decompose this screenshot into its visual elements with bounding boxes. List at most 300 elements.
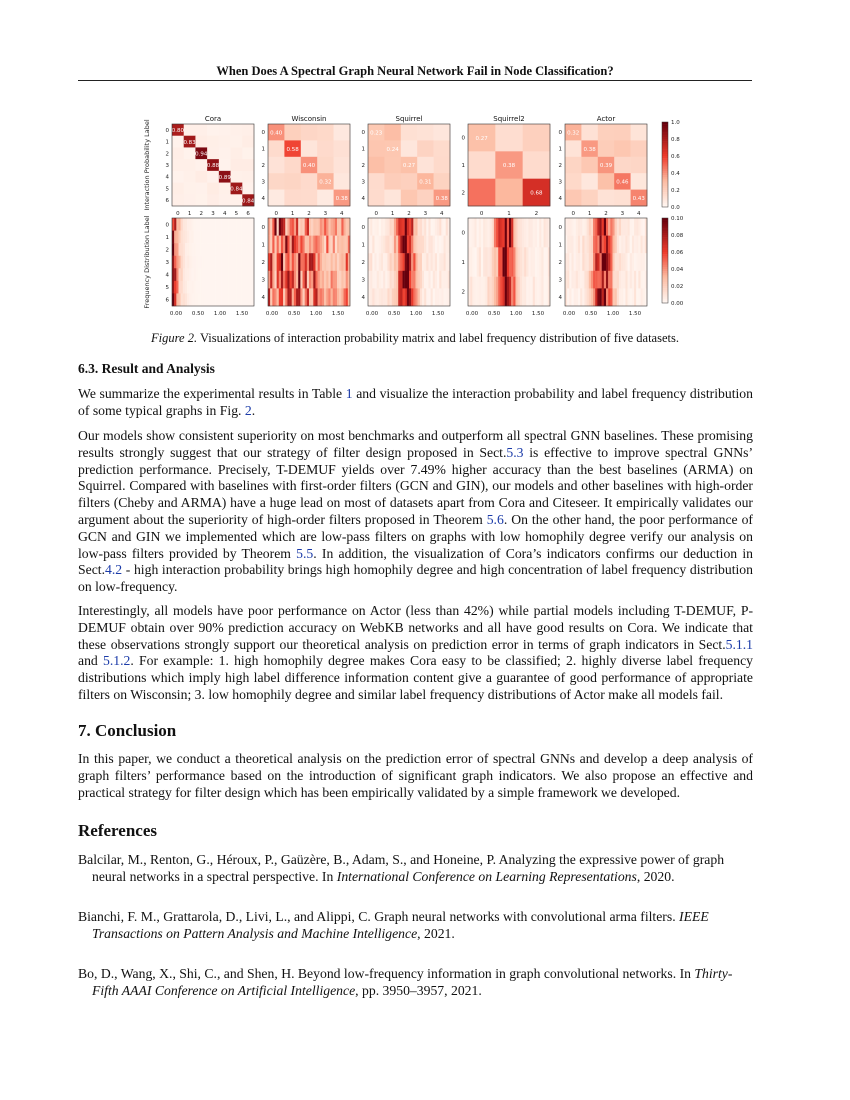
frequency-cell xyxy=(228,293,230,306)
frequency-cell xyxy=(444,253,446,271)
frequency-cell xyxy=(503,277,505,307)
frequency-cell xyxy=(326,288,328,306)
frequency-cell xyxy=(437,288,439,306)
frequency-cell xyxy=(571,253,573,271)
frequency-cell xyxy=(189,293,191,306)
frequency-cell xyxy=(337,218,339,236)
frequency-cell xyxy=(296,271,298,289)
heatmap-cell xyxy=(598,173,615,190)
frequency-cell xyxy=(539,247,541,277)
frequency-cell xyxy=(632,218,634,236)
y-tick-label: 4 xyxy=(165,174,169,181)
frequency-cell xyxy=(341,271,343,289)
y-tick-label: 5 xyxy=(165,186,169,193)
frequency-cell xyxy=(290,288,292,306)
frequency-cell xyxy=(413,271,415,289)
heatmap-cell xyxy=(631,157,648,174)
frequency-cell xyxy=(383,288,385,306)
frequency-cell xyxy=(281,236,283,254)
frequency-cell xyxy=(209,243,211,256)
frequency-cell xyxy=(604,236,606,254)
sect-5-1-2-link[interactable]: 5.1.2 xyxy=(102,653,131,669)
sect-5-1-1-link[interactable]: 5.1.1 xyxy=(725,636,753,652)
frequency-cell xyxy=(494,218,496,248)
frequency-cell xyxy=(619,288,621,306)
frequency-cell xyxy=(600,271,602,289)
frequency-cell xyxy=(426,236,428,254)
frequency-cell xyxy=(213,256,215,269)
colorbar-bottom-segment xyxy=(662,244,668,246)
frequency-cell xyxy=(270,218,272,236)
frequency-cell xyxy=(191,218,193,231)
freq-y-tick-label: 0 xyxy=(165,222,169,229)
colorbar-bottom-segment xyxy=(662,284,668,286)
frequency-cell xyxy=(219,218,221,231)
frequency-cell xyxy=(368,218,370,236)
frequency-cell xyxy=(636,218,638,236)
sect-5-3-link[interactable]: 5.3 xyxy=(506,444,524,460)
frequency-cell xyxy=(239,231,241,244)
frequency-cell xyxy=(396,271,398,289)
colorbar-top-segment xyxy=(662,196,668,198)
frequency-cell xyxy=(383,236,385,254)
frequency-cell xyxy=(372,288,374,306)
panel-title-squirrel2: Squirrel2 xyxy=(493,115,525,123)
frequency-cell xyxy=(390,288,392,306)
frequency-cell xyxy=(374,271,376,289)
frequency-cell xyxy=(331,218,333,236)
frequency-cell xyxy=(394,271,396,289)
frequency-cell xyxy=(524,218,526,248)
frequency-cell xyxy=(243,243,245,256)
frequency-cell xyxy=(174,293,176,306)
frequency-cell xyxy=(239,243,241,256)
frequency-cell xyxy=(217,256,219,269)
frequency-cell xyxy=(610,236,612,254)
frequency-cell xyxy=(509,247,511,277)
frequency-cell xyxy=(385,218,387,236)
frequency-cell xyxy=(496,277,498,307)
frequency-cell xyxy=(565,218,567,236)
heatmap-cell xyxy=(581,157,598,174)
frequency-cell xyxy=(368,271,370,289)
frequency-cell xyxy=(531,247,533,277)
heatmap-cell xyxy=(495,124,523,152)
frequency-cell xyxy=(379,236,381,254)
frequency-cell xyxy=(400,218,402,236)
frequency-cell xyxy=(176,256,178,269)
heatmap-cell xyxy=(384,190,401,207)
frequency-cell xyxy=(189,218,191,231)
frequency-cell xyxy=(298,253,300,271)
section-6-3-paragraph-2: Our models show consistent superiority on most benchmarks and outperform all spectral GNN baselines. These promising results strongly suggest that our strategy of filter design proposed in Sect.5.3 is effective to improve spectral GNNs’ prediction performance. Precisely, T-DEMUF yields over 7.49% higher accuracy than the best baselines (ARMA) on Squirrel. Compared with baselines with first-order filters (GCN and GIN), our models and other baselines with high-order filters (Cheby and ARMA) have a huge lead on most of datasets apart from Cora and Citeseer. It empirically validates our argument about the superiority of high-order filters proposed in Theorem 5.6. On the other hand, the poor performance of GCN and GIN we implemented which are low-pass filters on graphs with low homophily degree verify our analysis on low-pass filters provided by Theorem 5.5. In addition, the visualization of Cora’s indicators confirms our deduction in Sect.4.2 - high interaction probability brings high homophily degree and high concentration of label frequency distribution on low-frequency. xyxy=(78,428,754,595)
heatmap-cell xyxy=(195,136,207,148)
heatmap-cell xyxy=(334,173,351,190)
section-6-3-paragraph-3: Interestingly, all models have poor performance on Actor (less than 42%) while partial models including T-DEMUF, P-DEMUF obtain over 90% prediction accuracy on WebKB networks and all have good results on Cora. We indicate that these observations strongly support our theoretical analysis on prediction error in terms of graph indicators in Sect.5.1.1 and 5.1.2. For example: 1. high homophily degree makes Cora easy to be classified; 2. highly diverse label frequency distributions which imply high label difference information content give a guarantee of good performance of appropriate filters on Wisconsin; 3. low homophily degree and similar label frequency distributions of Actor make all models fail. xyxy=(78,603,754,702)
frequency-cell xyxy=(183,243,185,256)
heatmap-cell xyxy=(631,140,648,157)
heatmap-cell xyxy=(434,124,451,141)
frequency-cell xyxy=(433,288,435,306)
frequency-cell xyxy=(621,271,623,289)
frequency-cell xyxy=(385,271,387,289)
frequency-cell xyxy=(428,253,430,271)
colorbar-bottom-segment xyxy=(662,252,668,254)
frequency-cell xyxy=(281,288,283,306)
frequency-cell xyxy=(433,253,435,271)
frequency-cell xyxy=(335,253,337,271)
frequency-cell xyxy=(621,218,623,236)
frequency-cell xyxy=(407,271,409,289)
frequency-cell xyxy=(285,271,287,289)
frequency-cell xyxy=(307,288,309,306)
frequency-cell xyxy=(344,288,346,306)
frequency-cell xyxy=(339,218,341,236)
frequency-cell xyxy=(405,253,407,271)
frequency-cell xyxy=(172,293,174,306)
heatmap-cell xyxy=(523,124,551,152)
frequency-cell xyxy=(217,268,219,281)
colorbar-bottom-segment xyxy=(662,265,668,267)
frequency-cell xyxy=(595,288,597,306)
heatmap-cell xyxy=(284,157,301,174)
frequency-cell xyxy=(604,253,606,271)
frequency-cell xyxy=(615,271,617,289)
frequency-cell xyxy=(318,236,320,254)
diagonal-value-label: 0.94 xyxy=(195,151,208,158)
frequency-cell xyxy=(593,288,595,306)
frequency-cell xyxy=(235,293,237,306)
frequency-cell xyxy=(191,281,193,294)
diagonal-value-label: 0.31 xyxy=(419,179,432,186)
frequency-cell xyxy=(183,281,185,294)
freq-x-tick-label: 0.50 xyxy=(287,311,301,317)
colorbar-top-segment xyxy=(662,171,668,173)
frequency-cell xyxy=(226,256,228,269)
x-tick-label: 6 xyxy=(246,211,250,217)
frequency-cell xyxy=(446,253,448,271)
frequency-cell xyxy=(617,253,619,271)
frequency-cell xyxy=(309,218,311,236)
colorbar-bottom-tick: 0.08 xyxy=(671,233,684,239)
frequency-cell xyxy=(237,231,239,244)
frequency-cell xyxy=(494,247,496,277)
frequency-cell xyxy=(241,268,243,281)
frequency-cell xyxy=(632,253,634,271)
freq-x-tick-label: 1.00 xyxy=(309,311,323,317)
heatmap-cell xyxy=(172,171,184,183)
colorbar-top-segment xyxy=(662,177,668,179)
frequency-cell xyxy=(346,288,348,306)
section-7-heading: 7. Conclusion xyxy=(78,721,177,740)
frequency-cell xyxy=(237,293,239,306)
frequency-cell xyxy=(481,218,483,248)
frequency-cell xyxy=(383,271,385,289)
frequency-cell xyxy=(185,231,187,244)
frequency-cell xyxy=(337,236,339,254)
frequency-cell xyxy=(632,236,634,254)
frequency-cell xyxy=(292,236,294,254)
frequency-cell xyxy=(328,236,330,254)
frequency-cell xyxy=(413,236,415,254)
colorbar-top-segment xyxy=(662,135,668,137)
theorem-5-6-link[interactable]: 5.6 xyxy=(486,511,504,527)
frequency-cell xyxy=(472,218,474,248)
frequency-cell xyxy=(394,288,396,306)
frequency-cell xyxy=(313,218,315,236)
frequency-cell xyxy=(211,218,213,231)
frequency-cell xyxy=(515,247,517,277)
y-tick-label: 3 xyxy=(361,179,365,186)
frequency-cell xyxy=(390,271,392,289)
frequency-cell xyxy=(526,218,528,248)
frequency-cell xyxy=(409,218,411,236)
freq-x-tick-label: 1.00 xyxy=(409,311,423,317)
frequency-cell xyxy=(409,271,411,289)
frequency-cell xyxy=(200,218,202,231)
frequency-cell xyxy=(277,218,279,236)
x-tick-label: 2 xyxy=(604,211,608,217)
sect-4-2-link[interactable]: 4.2 xyxy=(105,562,123,578)
frequency-cell xyxy=(296,253,298,271)
frequency-cell xyxy=(250,218,252,231)
frequency-cell xyxy=(630,288,632,306)
frequency-cell xyxy=(183,218,185,231)
frequency-cell xyxy=(610,218,612,236)
diagonal-value-label: 0.46 xyxy=(616,179,629,186)
heatmap-cell xyxy=(401,173,418,190)
frequency-cell xyxy=(217,218,219,231)
frequency-cell xyxy=(513,277,515,307)
figure-2-link[interactable]: 2 xyxy=(244,402,252,418)
heatmap-cell xyxy=(417,140,434,157)
frequency-cell xyxy=(226,293,228,306)
frequency-cell xyxy=(346,271,348,289)
frequency-cell xyxy=(370,253,372,271)
frequency-cell xyxy=(400,271,402,289)
frequency-cell xyxy=(492,277,494,307)
freq-y-tick-label: 4 xyxy=(165,272,169,279)
frequency-cell xyxy=(341,236,343,254)
diagonal-value-label: 0.39 xyxy=(599,163,613,170)
frequency-cell xyxy=(437,236,439,254)
frequency-cell xyxy=(636,236,638,254)
frequency-cell xyxy=(211,243,213,256)
frequency-cell xyxy=(219,268,221,281)
freq-x-tick-label: 0.00 xyxy=(169,311,183,317)
figure-caption xyxy=(78,331,752,346)
frequency-cell xyxy=(232,231,234,244)
y-tick-label: 3 xyxy=(261,179,265,186)
frequency-cell xyxy=(283,271,285,289)
frequency-cell xyxy=(407,236,409,254)
frequency-cell xyxy=(576,271,578,289)
freq-x-tick-label: 1.00 xyxy=(606,311,620,317)
frequency-cell xyxy=(370,218,372,236)
frequency-cell xyxy=(232,293,234,306)
frequency-cell xyxy=(232,281,234,294)
freq-x-tick-label: 0.50 xyxy=(584,311,598,317)
frequency-cell xyxy=(498,218,500,248)
frequency-cell xyxy=(600,218,602,236)
frequency-cell xyxy=(422,271,424,289)
heatmap-cell xyxy=(368,190,385,207)
x-tick-label: 2 xyxy=(407,211,411,217)
heatmap-cell xyxy=(434,157,451,174)
frequency-cell xyxy=(294,218,296,236)
frequency-cell xyxy=(326,236,328,254)
heatmap-cell xyxy=(565,140,582,157)
section-6-3-paragraph-1: We summarize the experimental results in Table 1 and visualize the interaction probability and label frequency distribution of some typical graphs in Fig. 2. xyxy=(78,386,753,418)
colorbar-top-segment xyxy=(662,154,668,156)
frequency-cell xyxy=(196,268,198,281)
frequency-cell xyxy=(591,253,593,271)
freq-y-tick-label: 1 xyxy=(361,242,365,249)
frequency-cell xyxy=(422,253,424,271)
frequency-cell xyxy=(394,218,396,236)
frequency-cell xyxy=(243,256,245,269)
frequency-cell xyxy=(243,293,245,306)
frequency-cell xyxy=(524,247,526,277)
frequency-cell xyxy=(228,281,230,294)
freq-y-tick-label: 2 xyxy=(461,289,465,296)
heatmap-cell xyxy=(317,124,334,141)
frequency-cell xyxy=(479,218,481,248)
frequency-cell xyxy=(181,256,183,269)
frequency-cell xyxy=(418,288,420,306)
diagonal-value-label: 0.24 xyxy=(386,146,399,153)
frequency-cell xyxy=(377,271,379,289)
theorem-5-5-link[interactable]: 5.5 xyxy=(296,545,314,561)
freq-y-tick-label: 3 xyxy=(165,260,169,266)
frequency-cell xyxy=(591,288,593,306)
frequency-cell xyxy=(628,218,630,236)
heatmap-cell xyxy=(631,173,648,190)
frequency-cell xyxy=(621,236,623,254)
colorbar-top-segment xyxy=(662,148,668,150)
frequency-cell xyxy=(202,243,204,256)
frequency-cell xyxy=(172,281,174,294)
frequency-cell xyxy=(181,281,183,294)
frequency-cell xyxy=(211,281,213,294)
frequency-cell xyxy=(279,236,281,254)
frequency-cell xyxy=(194,218,196,231)
frequency-cell xyxy=(374,218,376,236)
frequency-cell xyxy=(500,277,502,307)
frequency-cell xyxy=(374,236,376,254)
frequency-cell xyxy=(505,247,507,277)
frequency-cell xyxy=(634,271,636,289)
frequency-cell xyxy=(187,293,189,306)
table-1-link[interactable]: 1 xyxy=(345,386,353,401)
frequency-cell xyxy=(335,218,337,236)
frequency-cell xyxy=(593,271,595,289)
colorbar-bottom-segment xyxy=(662,222,668,224)
frequency-cell xyxy=(292,288,294,306)
frequency-cell xyxy=(298,271,300,289)
heatmap-cell xyxy=(565,157,582,174)
frequency-cell xyxy=(207,243,209,256)
frequency-cell xyxy=(528,277,530,307)
frequency-cell xyxy=(215,256,217,269)
frequency-cell xyxy=(370,236,372,254)
frequency-cell xyxy=(511,247,513,277)
frequency-cell xyxy=(409,288,411,306)
frequency-cell xyxy=(441,253,443,271)
frequency-cell xyxy=(630,236,632,254)
reference-balcilar: Balcilar, M., Renton, G., Héroux, P., Gaüzère, B., Adam, S., and Honeine, P. Analyzing the expressive power of graph neural networks in a spectral perspective. In International Conference on Learning Representations, 2020. xyxy=(78,852,725,884)
frequency-cell xyxy=(439,218,441,236)
frequency-cell xyxy=(320,253,322,271)
frequency-cell xyxy=(435,288,437,306)
frequency-cell xyxy=(200,243,202,256)
frequency-cell xyxy=(235,218,237,231)
frequency-cell xyxy=(230,256,232,269)
frequency-cell xyxy=(494,277,496,307)
frequency-cell xyxy=(439,236,441,254)
heatmap-cell xyxy=(434,140,451,157)
frequency-cell xyxy=(606,288,608,306)
frequency-cell xyxy=(584,253,586,271)
frequency-cell xyxy=(372,236,374,254)
y-tick-label: 3 xyxy=(165,163,169,169)
frequency-cell xyxy=(322,271,324,289)
colorbar-top-segment xyxy=(662,203,668,205)
frequency-cell xyxy=(337,288,339,306)
frequency-cell xyxy=(396,236,398,254)
frequency-cell xyxy=(643,253,645,271)
frequency-cell xyxy=(211,268,213,281)
frequency-cell xyxy=(311,218,313,236)
section-6-3-heading: 6.3. Result and Analysis xyxy=(78,361,215,376)
frequency-cell xyxy=(619,218,621,236)
frequency-cell xyxy=(468,277,470,307)
heatmap-cell xyxy=(207,171,219,183)
frequency-cell xyxy=(309,253,311,271)
frequency-cell xyxy=(424,288,426,306)
frequency-cell xyxy=(422,236,424,254)
frequency-cell xyxy=(303,271,305,289)
frequency-cell xyxy=(433,236,435,254)
frequency-cell xyxy=(281,271,283,289)
frequency-cell xyxy=(339,271,341,289)
freq-x-tick-label: 1.00 xyxy=(213,311,227,317)
frequency-cell xyxy=(191,243,193,256)
frequency-cell xyxy=(628,288,630,306)
frequency-cell xyxy=(571,271,573,289)
frequency-cell xyxy=(337,271,339,289)
frequency-cell xyxy=(567,271,569,289)
frequency-cell xyxy=(606,271,608,289)
frequency-cell xyxy=(437,271,439,289)
colorbar-top-segment xyxy=(662,156,668,158)
frequency-cell xyxy=(272,253,274,271)
colorbar-top-segment xyxy=(662,169,668,171)
frequency-cell xyxy=(270,236,272,254)
frequency-cell xyxy=(209,218,211,231)
frequency-cell xyxy=(313,271,315,289)
frequency-cell xyxy=(324,218,326,236)
frequency-cell xyxy=(172,268,174,281)
frequency-cell xyxy=(424,253,426,271)
x-tick-label: 2 xyxy=(534,211,539,217)
frequency-cell xyxy=(571,236,573,254)
x-tick-label: 1 xyxy=(507,211,511,217)
reference-bianchi: Bianchi, F. M., Grattarola, D., Livi, L., and Alippi, C. Graph neural networks with convolutional arma filters. IEEE Transactions on Pattern Analysis and Machine Intelligence, 2021. xyxy=(78,909,709,941)
frequency-cell xyxy=(335,236,337,254)
heatmap-cell xyxy=(417,124,434,141)
heatmap-cell xyxy=(184,159,196,171)
